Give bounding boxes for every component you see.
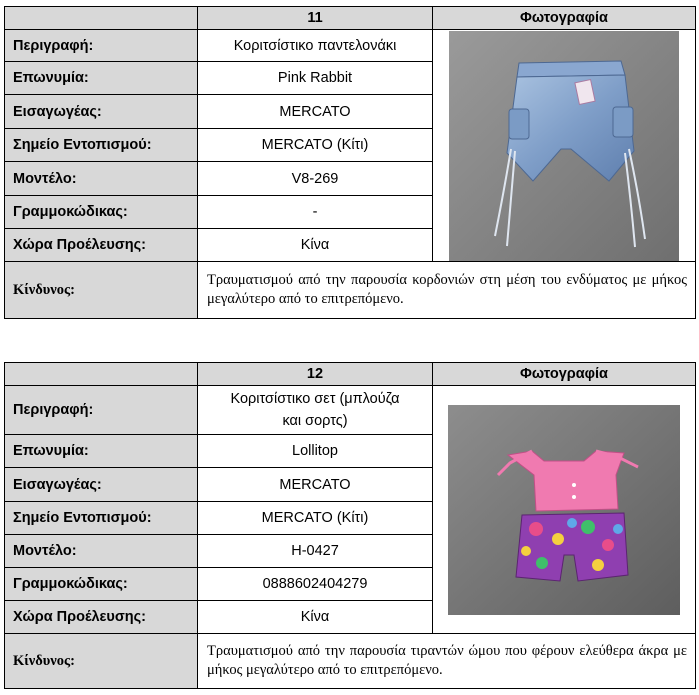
product-photo-set xyxy=(448,405,680,615)
row-value: - xyxy=(198,196,433,229)
row-value: Lollitop xyxy=(198,435,433,468)
row-value: Κίνα xyxy=(198,601,433,634)
row-label: Σημείο Εντοπισμού: xyxy=(5,129,198,162)
row-label: Γραμμοκώδικας: xyxy=(5,568,198,601)
row-value: 0888602404279 xyxy=(198,568,433,601)
photo-header: Φωτογραφία xyxy=(433,7,696,30)
row-label: Επωνυμία: xyxy=(5,435,198,468)
row-value: Pink Rabbit xyxy=(198,62,433,95)
product-photo-cell xyxy=(433,30,696,262)
row-label: Σημείο Εντοπισμού: xyxy=(5,502,198,535)
row-value: Κοριτσίστικο σετ (μπλούζα και σορτς) xyxy=(198,386,433,435)
row-value: Κοριτσίστικο παντελονάκι xyxy=(198,30,433,62)
row-value: MERCATO (Κίτι) xyxy=(198,129,433,162)
row-value: H-0427 xyxy=(198,535,433,568)
row-value: Κίνα xyxy=(198,229,433,262)
header-blank xyxy=(5,363,198,386)
row-label: Επωνυμία: xyxy=(5,62,198,95)
risk-label: Κίνδυνος: xyxy=(5,634,198,689)
row-value: V8-269 xyxy=(198,162,433,196)
row-value: MERCATO (Κίτι) xyxy=(198,502,433,535)
row-label: Μοντέλο: xyxy=(5,535,198,568)
product-number: 12 xyxy=(198,363,433,386)
row-value: MERCATO xyxy=(198,468,433,502)
photo-header: Φωτογραφία xyxy=(433,363,696,386)
risk-text: Τραυματισμού από την παρουσία κορδονιών στη μέση του ενδύματος με μήκος μεγαλύτερο από το επιτρεπόμενο. xyxy=(198,262,696,319)
product-number: 11 xyxy=(198,7,433,30)
product-table-11 xyxy=(4,6,696,319)
risk-text: Τραυματισμού από την παρουσία τιραντών ώμου που φέρουν ελεύθερα άκρα με μήκος μεγαλύτερο από το επιτρεπόμενο. xyxy=(198,634,696,689)
risk-label: Κίνδυνος: xyxy=(5,262,198,319)
row-label: Χώρα Προέλευσης: xyxy=(5,601,198,634)
row-label: Χώρα Προέλευσης: xyxy=(5,229,198,262)
row-label: Εισαγωγέας: xyxy=(5,95,198,129)
row-value: MERCATO xyxy=(198,95,433,129)
row-label: Περιγραφή: xyxy=(5,30,198,62)
product-photo-shorts xyxy=(449,31,679,261)
row-label: Περιγραφή: xyxy=(5,386,198,435)
row-label: Εισαγωγέας: xyxy=(5,468,198,502)
row-label: Γραμμοκώδικας: xyxy=(5,196,198,229)
row-label: Μοντέλο: xyxy=(5,162,198,196)
product-photo-cell xyxy=(433,386,696,634)
product-table-12 xyxy=(4,362,696,689)
header-blank xyxy=(5,7,198,30)
